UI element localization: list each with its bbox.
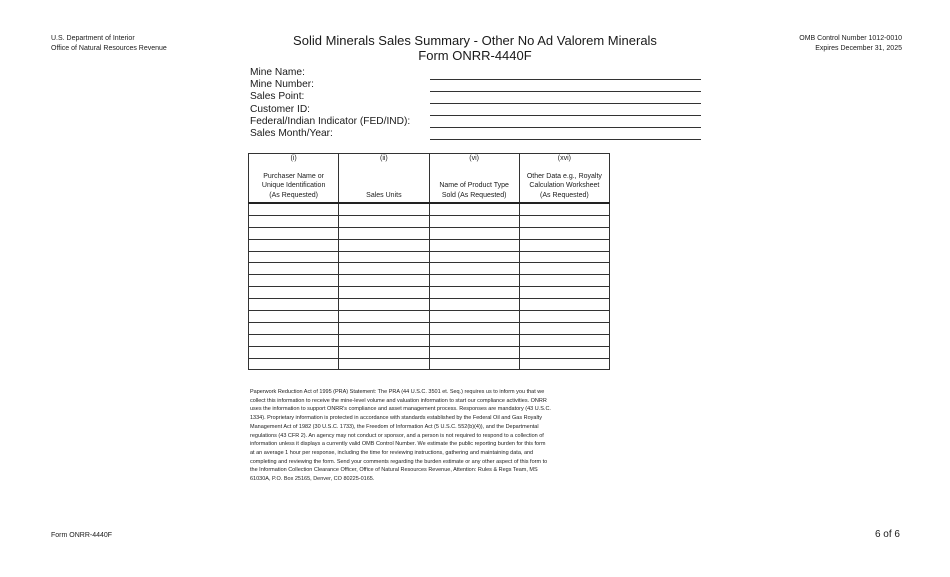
- table-cell[interactable]: [519, 334, 609, 346]
- customer-id-line[interactable]: [430, 115, 701, 116]
- statement-line: collect this information to receive the mine-level volume and valuation information to start our compliance activities. ONRR: [250, 397, 547, 404]
- agency-department: U.S. Department of Interior: [51, 35, 135, 42]
- table-cell[interactable]: [249, 322, 339, 334]
- page-number: 6 of 6: [874, 529, 900, 540]
- omb-control-number: OMB Control Number 1012-0010: [799, 35, 902, 42]
- statement-line: uses the information to support ONRR's compliance and asset management process. Responses are mandatory (43 U.S.C.: [250, 406, 551, 413]
- statement-line: regulations (43 CFR 2). An agency may not conduct or sponsor, and a person is not required to respond to a collection of: [250, 432, 544, 439]
- table-cell[interactable]: [339, 346, 429, 358]
- table-cell[interactable]: [429, 203, 519, 215]
- table-cell[interactable]: [429, 263, 519, 275]
- table-cell[interactable]: [519, 275, 609, 287]
- table-cell[interactable]: [249, 334, 339, 346]
- table-cell[interactable]: [339, 215, 429, 227]
- table-cell[interactable]: [429, 227, 519, 239]
- table-cell[interactable]: [249, 299, 339, 311]
- agency-office: Office of Natural Resources Revenue: [51, 45, 167, 52]
- table-cell[interactable]: [429, 334, 519, 346]
- column-number: (i): [290, 155, 297, 162]
- field-label-sales-point: Sales Point:: [250, 91, 305, 103]
- statement-line: Paperwork Reduction Act of 1995 (PRA) Statement: The PRA (44 U.S.C. 3501 et. Seq.) requires us to inform you that we: [250, 389, 545, 395]
- table-cell[interactable]: [519, 251, 609, 263]
- table-cell[interactable]: [339, 275, 429, 287]
- table-row: [249, 287, 610, 299]
- mine-name-line[interactable]: [430, 79, 701, 80]
- omb-block: [799, 34, 902, 54]
- table-cell[interactable]: [249, 215, 339, 227]
- omb-expiration: Expires December 31, 2025: [815, 45, 902, 52]
- table-row: [249, 275, 610, 287]
- table-cell[interactable]: [429, 311, 519, 323]
- sales-point-line[interactable]: [430, 103, 701, 104]
- table-cell[interactable]: [339, 203, 429, 215]
- table-cell[interactable]: [519, 346, 609, 358]
- table-cell[interactable]: [519, 299, 609, 311]
- table-cell[interactable]: [339, 311, 429, 323]
- table-cell[interactable]: [519, 311, 609, 323]
- table-cell[interactable]: [339, 287, 429, 299]
- fed-ind-line[interactable]: [430, 127, 701, 128]
- statement-line: 61030A, P.O. Box 25165, Denver, CO 80225-0165.: [250, 476, 375, 483]
- mine-number-line[interactable]: [430, 91, 701, 92]
- table-header-row: [249, 154, 610, 204]
- statement-line: information unless it displays a currently valid OMB Control Number. We estimate the public reporting burden for this form: [250, 441, 546, 448]
- table-row: [249, 299, 610, 311]
- table-cell[interactable]: [429, 275, 519, 287]
- table-cell[interactable]: [249, 346, 339, 358]
- field-label-mine-name: Mine Name:: [250, 67, 305, 78]
- table-cell[interactable]: [339, 251, 429, 263]
- table-cell[interactable]: [519, 227, 609, 239]
- field-label-customer-id: Customer ID:: [250, 103, 311, 115]
- footer-form-name: Form ONRR-4440F: [51, 532, 113, 539]
- table-cell[interactable]: [249, 263, 339, 275]
- table-cell[interactable]: [519, 203, 609, 215]
- table-cell[interactable]: [519, 287, 609, 299]
- header-fields: [250, 67, 410, 140]
- table-row: [249, 263, 610, 275]
- table-row: [249, 227, 610, 239]
- table-cell[interactable]: [429, 215, 519, 227]
- table-cell[interactable]: [519, 239, 609, 251]
- table-row: [249, 334, 610, 346]
- statement-line: the Information Collection Clearance Officer, Office of Natural Resources Revenue, Attention: Rules & Regs Team, MS: [250, 467, 538, 474]
- statement-line: Management Act of 1982 (30 U.S.C. 1733), the Freedom of Information Act (5 U.S.C. 552(b)(4)), and the Departmental: [250, 423, 539, 430]
- statement-line: completing and reviewing the form. Send your comments regarding the burden estimate or any other aspect of this form to: [250, 458, 548, 465]
- table-row: [249, 346, 610, 358]
- table-cell[interactable]: [429, 299, 519, 311]
- table-cell[interactable]: [339, 299, 429, 311]
- form-name: Form ONRR-4440F: [418, 48, 532, 63]
- statement-line: 1334). Proprietary information is protected in accordance with standards established by the Federal Oil and Gas Royalty: [250, 415, 542, 422]
- column-header-purchaser: (i) Purchaser Name or Unique Identification (As Requested): [249, 154, 339, 204]
- table-cell[interactable]: [429, 322, 519, 334]
- table-row: [249, 311, 610, 323]
- column-header-product-type: (vi) Name of Product Type Sold (As Requested): [429, 154, 519, 204]
- form-title: Solid Minerals Sales Summary - Other No Ad Valorem Minerals: [293, 33, 657, 48]
- table-cell[interactable]: [429, 239, 519, 251]
- table-cell[interactable]: [339, 227, 429, 239]
- table-cell[interactable]: [429, 358, 519, 370]
- table-cell[interactable]: [339, 358, 429, 370]
- table-cell[interactable]: [249, 203, 339, 215]
- table-cell[interactable]: [339, 239, 429, 251]
- table-cell[interactable]: [339, 263, 429, 275]
- table-cell[interactable]: [249, 275, 339, 287]
- table-cell[interactable]: [249, 251, 339, 263]
- table-row: [249, 322, 610, 334]
- table-row: [249, 251, 610, 263]
- table-cell[interactable]: [339, 322, 429, 334]
- field-label-sales-month-year: Sales Month/Year:: [250, 128, 333, 140]
- table-cell[interactable]: [249, 227, 339, 239]
- column-header-other-data: (xvi) Other Data e.g., Royalty Calculation Worksheet (As Requested): [519, 154, 609, 204]
- column-number: (xvi): [557, 155, 571, 162]
- table-cell[interactable]: [249, 311, 339, 323]
- sales-table: [248, 153, 610, 370]
- table-cell[interactable]: [339, 334, 429, 346]
- table-cell[interactable]: [519, 215, 609, 227]
- table-row: [249, 358, 610, 370]
- paperwork-reduction-statement: [250, 388, 620, 484]
- table-cell[interactable]: [249, 358, 339, 370]
- table-cell[interactable]: [429, 346, 519, 358]
- field-label-mine-number: Mine Number:: [250, 79, 314, 91]
- table-row: [249, 203, 610, 215]
- table-cell[interactable]: [249, 239, 339, 251]
- table-row: [249, 215, 610, 227]
- table-cell[interactable]: [519, 322, 609, 334]
- column-number: (ii): [379, 155, 388, 162]
- field-label-fed-ind: Federal/Indian Indicator (FED/IND):: [250, 115, 411, 127]
- table-cell[interactable]: [519, 263, 609, 275]
- table-cell[interactable]: [429, 287, 519, 299]
- column-header-sales-units: (ii) Sales Units: [339, 154, 429, 204]
- table-row: [249, 239, 610, 251]
- table-cell[interactable]: [429, 251, 519, 263]
- table-cell[interactable]: [519, 358, 609, 370]
- column-number: (vi): [469, 155, 479, 162]
- sales-month-year-line[interactable]: [430, 139, 701, 140]
- statement-line: at an average 1 hour per response, including the time for reviewing instructions, gathering and maintaining data, and: [250, 449, 534, 456]
- table-cell[interactable]: [249, 287, 339, 299]
